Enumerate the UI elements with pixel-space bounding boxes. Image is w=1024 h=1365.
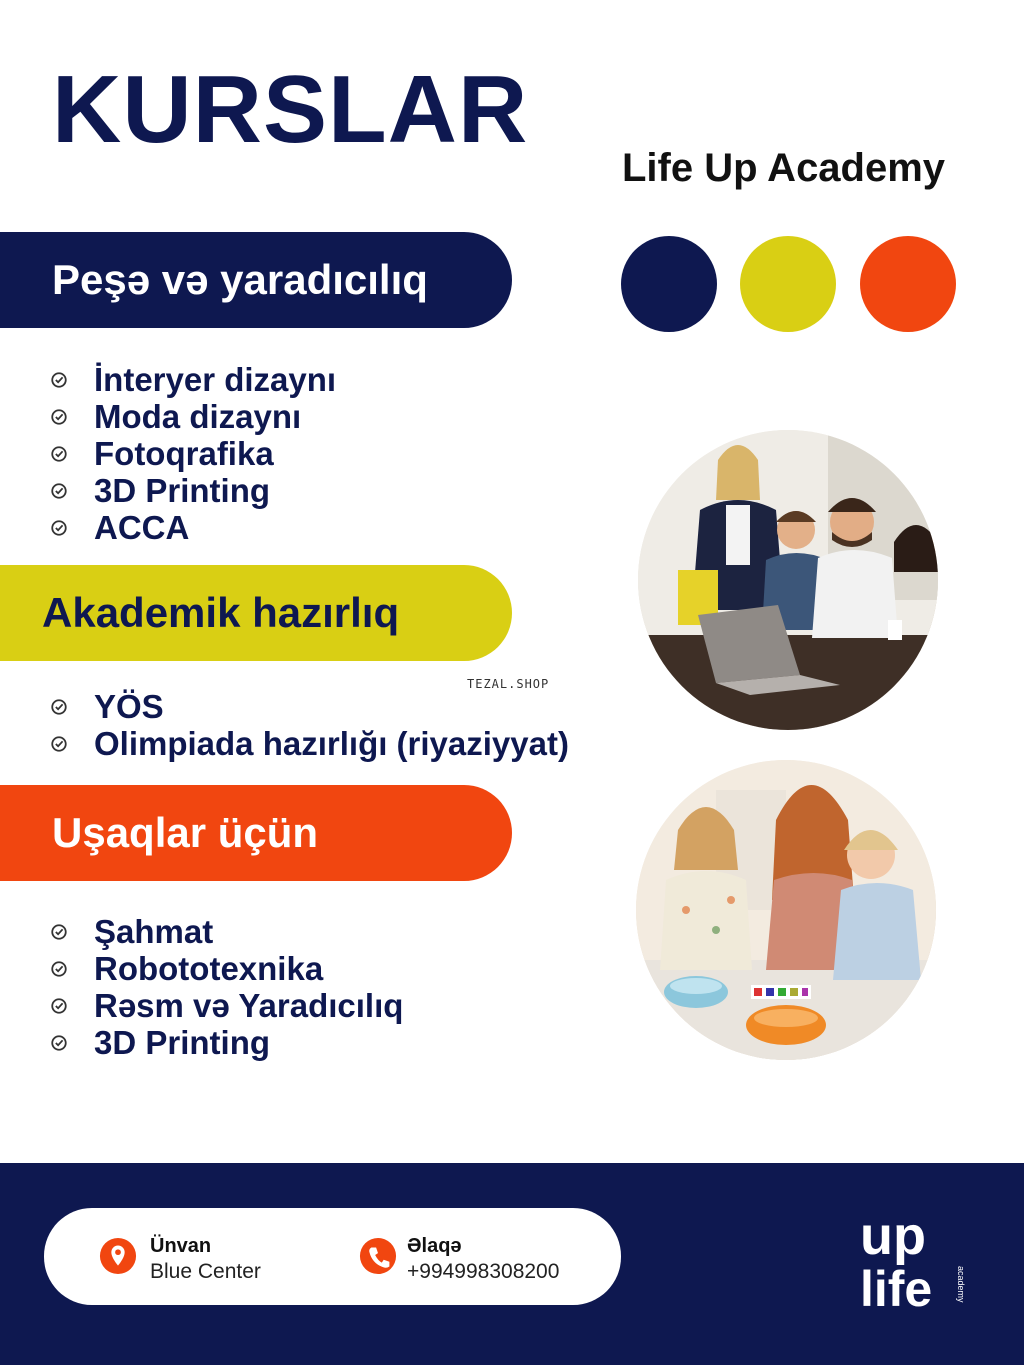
check-circle-icon [50, 698, 68, 716]
phone-label: Əlaqə [407, 1235, 462, 1257]
yellow-color-dot [740, 236, 836, 332]
address-value: Blue Center [150, 1260, 261, 1283]
list-item: Robototexnika [50, 950, 403, 987]
list-item: 3D Printing [50, 1024, 403, 1061]
watermark: TEZAL.SHOP [467, 677, 550, 691]
brand-name: Life Up Academy [622, 146, 946, 190]
check-circle-icon [50, 997, 68, 1015]
check-circle-icon [50, 445, 68, 463]
team-photo-illustration [638, 430, 938, 730]
life-up-logo [858, 1204, 968, 1312]
course-list-academic [50, 688, 569, 762]
check-circle-icon [50, 1034, 68, 1052]
check-circle-icon [50, 519, 68, 537]
logo-text-academy: academy [956, 1266, 966, 1303]
list-item: Moda dizaynı [50, 398, 336, 435]
address-label: Ünvan [150, 1235, 212, 1257]
list-item: Rəsm və Yaradıcılıq [50, 987, 403, 1024]
section-banner-profession [0, 232, 512, 328]
logo-text-up: up [860, 1206, 926, 1266]
navy-color-dot [621, 236, 717, 332]
phone-number[interactable]: +994998308200 [407, 1260, 560, 1283]
section-title: Akademik hazırlıq [42, 589, 400, 636]
list-item: Olimpiada hazırlığı (riyaziyyat) [50, 725, 569, 762]
list-item: ACCA [50, 509, 336, 546]
section-banner-kids [0, 785, 512, 881]
list-item: 3D Printing [50, 472, 336, 509]
check-circle-icon [50, 482, 68, 500]
kids-photo [636, 760, 936, 1060]
section-banner-academic [0, 565, 512, 661]
phone-icon[interactable] [359, 1237, 397, 1275]
course-list-profession [50, 361, 336, 546]
list-item: Şahmat [50, 913, 403, 950]
section-title: Uşaqlar üçün [52, 809, 319, 856]
list-item: Fotoqrafika [50, 435, 336, 472]
check-circle-icon [50, 923, 68, 941]
check-circle-icon [50, 371, 68, 389]
orange-color-dot [860, 236, 956, 332]
logo-text-life: life [860, 1261, 933, 1312]
course-list-kids [50, 913, 403, 1061]
section-title: Peşə və yaradıcılıq [52, 256, 428, 303]
check-circle-icon [50, 408, 68, 426]
check-circle-icon [50, 960, 68, 978]
check-circle-icon [50, 735, 68, 753]
kids-photo-illustration [636, 760, 936, 1060]
team-photo [638, 430, 938, 730]
page-title: KURSLAR [52, 56, 529, 163]
location-pin-icon [99, 1237, 137, 1275]
list-item: İnteryer dizaynı [50, 361, 336, 398]
list-item: YÖS [50, 688, 569, 725]
